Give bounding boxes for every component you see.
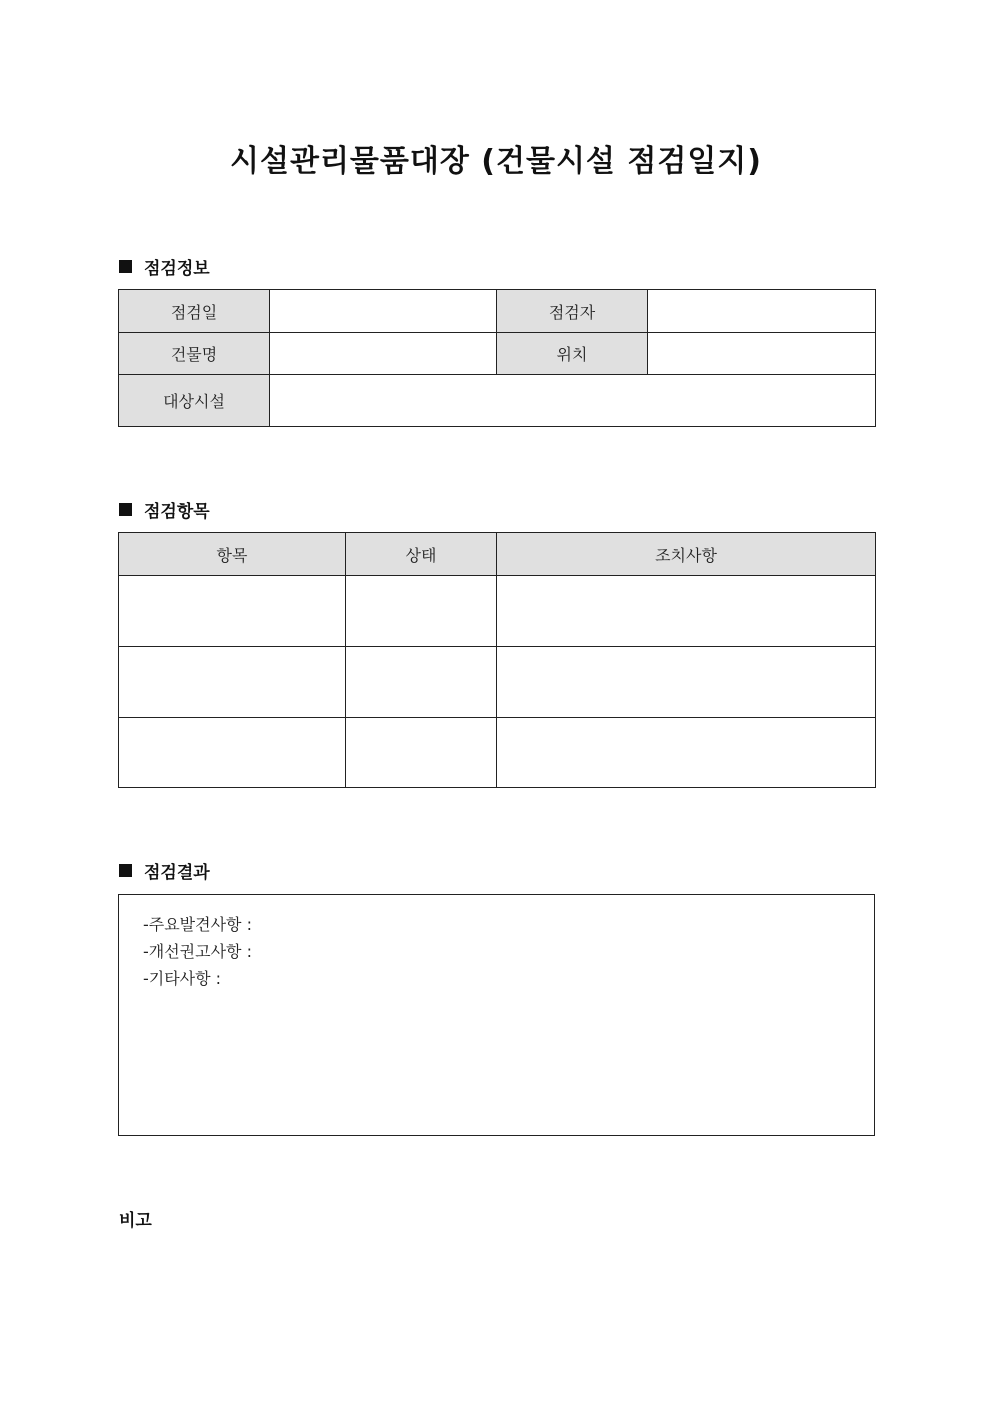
table-row	[119, 290, 876, 333]
inspector-label: 점검자	[497, 290, 648, 333]
table-row	[119, 718, 876, 788]
improvement-recommendations-line: -개선권고사항 :	[143, 942, 252, 961]
table-header-row	[119, 533, 876, 576]
table-row	[119, 647, 876, 718]
column-header-action: 조치사항	[497, 533, 876, 576]
section-heading-inspection-items	[119, 497, 210, 522]
square-bullet-icon	[119, 864, 132, 877]
square-bullet-icon	[119, 503, 132, 516]
column-header-status: 상태	[346, 533, 497, 576]
table-row	[119, 576, 876, 647]
inspector-field[interactable]	[648, 290, 876, 333]
section-heading-label: 점검항목	[144, 502, 210, 522]
status-cell[interactable]	[346, 576, 497, 647]
inspection-results-box[interactable]	[118, 894, 875, 1136]
action-cell[interactable]	[497, 718, 876, 788]
other-notes-line: -기타사항 :	[143, 969, 222, 988]
building-name-label: 건물명	[119, 333, 270, 375]
inspection-items-table	[118, 532, 876, 788]
column-header-item: 항목	[119, 533, 346, 576]
action-cell[interactable]	[497, 647, 876, 718]
square-bullet-icon	[119, 260, 132, 273]
inspection-date-label: 점검일	[119, 290, 270, 333]
inspection-date-field[interactable]	[270, 290, 497, 333]
location-label: 위치	[497, 333, 648, 375]
key-findings-line: -주요발견사항 :	[143, 915, 252, 934]
table-row	[119, 375, 876, 427]
target-facility-label: 대상시설	[119, 375, 270, 427]
section-heading-inspection-results	[119, 858, 210, 883]
section-heading-label: 점검정보	[144, 259, 210, 279]
action-cell[interactable]	[497, 576, 876, 647]
item-cell[interactable]	[119, 576, 346, 647]
item-cell[interactable]	[119, 718, 346, 788]
section-heading-label: 점검결과	[144, 863, 210, 883]
page-title: 시설관리물품대장 (건물시설 점검일지)	[230, 144, 762, 179]
target-facility-field[interactable]	[270, 375, 876, 427]
item-cell[interactable]	[119, 647, 346, 718]
remarks-label: 비고	[119, 1211, 152, 1231]
table-row	[119, 333, 876, 375]
status-cell[interactable]	[346, 718, 497, 788]
building-name-field[interactable]	[270, 333, 497, 375]
inspection-info-table	[118, 289, 876, 427]
status-cell[interactable]	[346, 647, 497, 718]
section-heading-inspection-info	[119, 254, 210, 279]
location-field[interactable]	[648, 333, 876, 375]
